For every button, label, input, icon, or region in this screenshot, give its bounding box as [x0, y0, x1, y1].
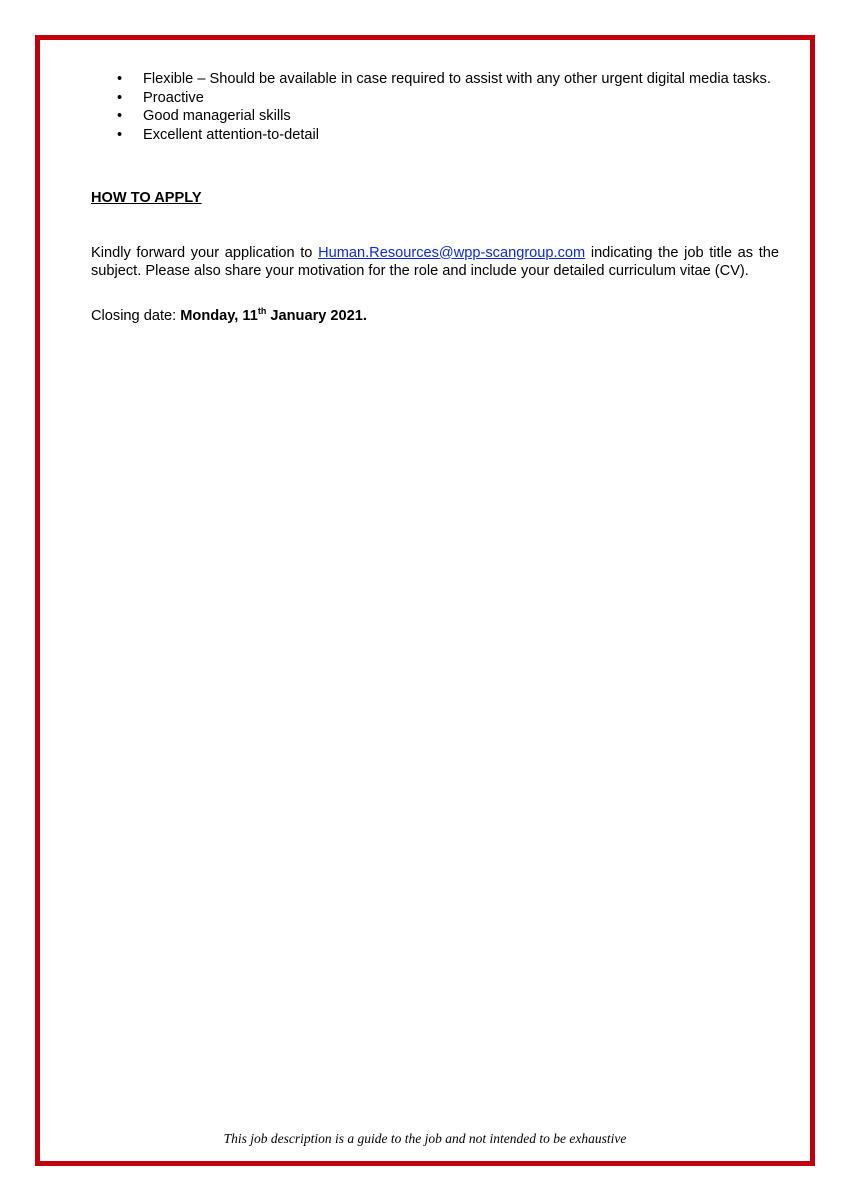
bullet-icon: •	[117, 108, 123, 124]
application-instructions	[91, 244, 779, 281]
instructions-text-end: indicating the job title as the subject. Please also share your motivation for the role and include your detailed curriculum vitae (CV).	[91, 244, 779, 279]
list-item-text: Good managerial skills	[143, 108, 291, 124]
closing-date-label: Closing date:	[91, 307, 181, 324]
how-to-apply-heading: HOW TO APPLY	[91, 190, 202, 206]
list-item	[91, 126, 779, 145]
list-item	[91, 89, 779, 108]
closing-date	[91, 307, 779, 326]
bullet-icon: •	[117, 89, 123, 106]
bullet-icon: •	[117, 71, 123, 87]
list-item-text: Proactive	[143, 89, 204, 106]
requirements-list	[91, 70, 779, 144]
list-item	[91, 107, 779, 126]
list-item	[91, 70, 779, 89]
bullet-icon: •	[117, 126, 123, 143]
instructions-text-start: Kindly forward your application to	[91, 244, 319, 261]
document-body	[91, 70, 779, 340]
closing-date-value: Monday, 11th January 2021.	[180, 305, 367, 324]
page-footer-disclaimer: This job description is a guide to the job and not intended to be exhaustive	[223, 1131, 627, 1146]
list-item-text: Flexible – Should be available in case required to assist with any other urgent digital media tasks.	[143, 71, 771, 87]
list-item-text: Excellent attention-to-detail	[143, 126, 320, 143]
hr-email-link[interactable]: Human.Resources@wpp-scangroup.com	[318, 244, 586, 261]
